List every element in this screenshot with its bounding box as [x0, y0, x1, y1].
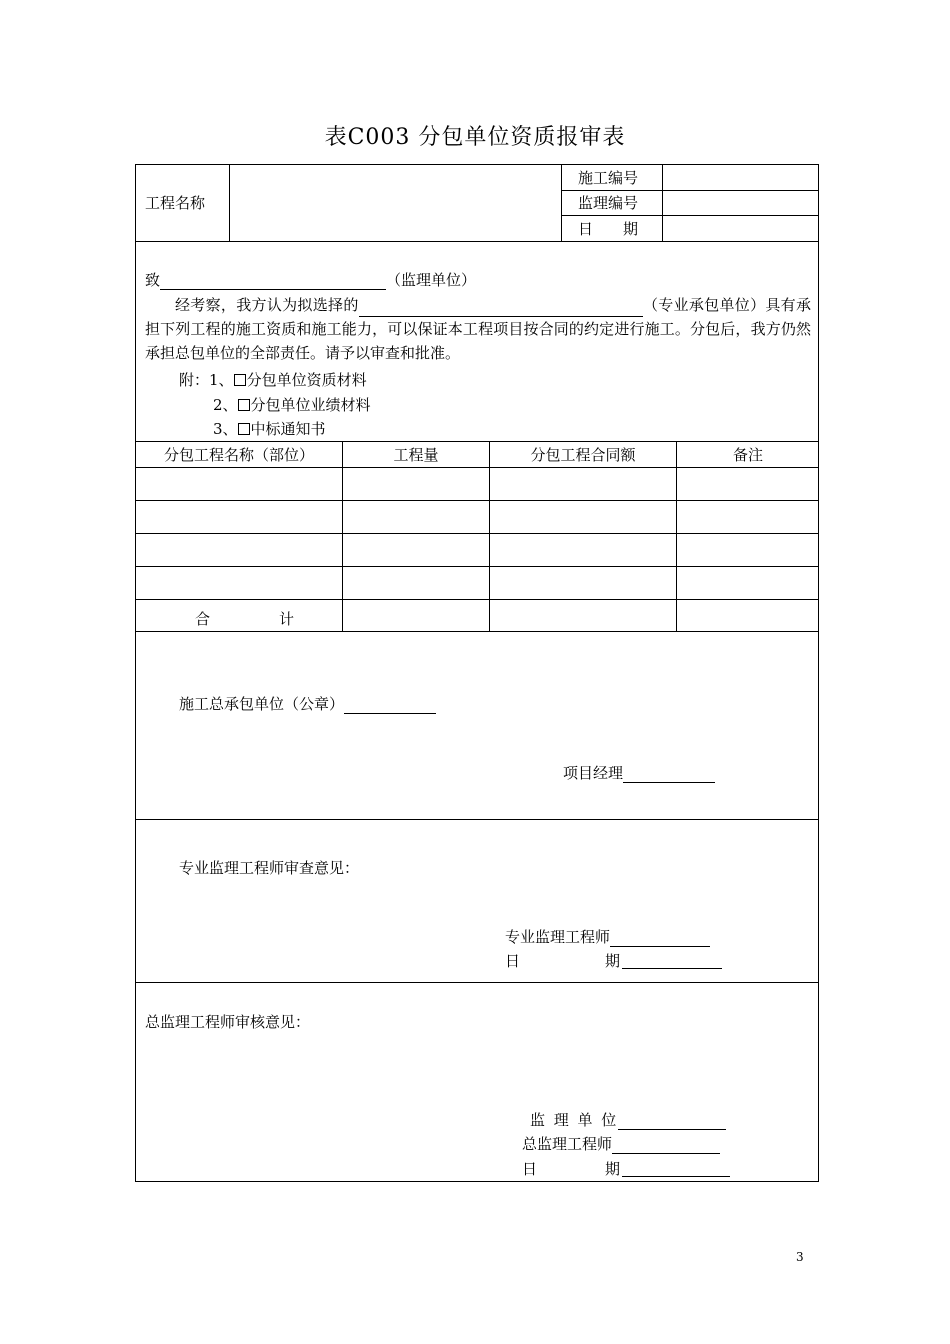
- divider: [561, 164, 562, 241]
- specialist-engineer-blank[interactable]: [610, 930, 710, 947]
- chief-opinion-label: 总监理工程师审核意见：: [145, 1013, 311, 1031]
- attachment-number: 2、: [213, 396, 238, 414]
- project-name-label: 工程名称: [145, 194, 206, 212]
- specialist-engineer: [505, 927, 710, 947]
- page-number: 3: [796, 1250, 804, 1264]
- divider: [229, 164, 230, 241]
- contractor-seal: [179, 694, 436, 714]
- attachment-1: [179, 370, 367, 390]
- page-title: 表C003 分包单位资质报审表: [324, 125, 626, 150]
- attachment-text: 中标通知书: [250, 420, 326, 438]
- chief-engineer-blank[interactable]: [612, 1137, 720, 1154]
- divider: [135, 566, 819, 567]
- supervision-unit-blank[interactable]: [160, 273, 386, 290]
- construction-no-label: 施工编号: [578, 169, 639, 187]
- statement-start: 经考察，我方认为拟选择的: [175, 296, 359, 314]
- project-manager: [563, 763, 715, 783]
- supervision-no-field[interactable]: [664, 192, 817, 214]
- chief-date-blank[interactable]: [622, 1160, 730, 1177]
- specialist-date-label-2: 期: [605, 952, 621, 970]
- chief-unit-blank[interactable]: [618, 1113, 726, 1130]
- project-name-field[interactable]: [231, 166, 559, 239]
- divider: [676, 441, 677, 631]
- attachment-number: 1、: [209, 371, 234, 389]
- divider: [135, 599, 819, 600]
- attachment-text: 分包单位业绩材料: [250, 396, 371, 414]
- divider: [342, 441, 343, 631]
- specialist-date-blank[interactable]: [622, 952, 722, 969]
- construction-no-field[interactable]: [664, 166, 817, 188]
- column-header-name: 分包工程名称（部位）: [163, 446, 314, 464]
- divider: [489, 441, 490, 631]
- checkbox[interactable]: [234, 374, 246, 386]
- specialist-opinion-label: 专业监理工程师审查意见：: [179, 859, 360, 877]
- date-field[interactable]: [664, 217, 817, 239]
- divider: [561, 190, 819, 191]
- total-label-1: 合: [195, 610, 211, 628]
- column-header-remarks: 备注: [732, 446, 763, 464]
- divider: [561, 215, 819, 216]
- column-header-amount: 分包工程合同额: [530, 446, 636, 464]
- to-prefix: 致: [145, 271, 161, 289]
- supervision-no-label: 监理编号: [578, 194, 639, 212]
- chief-engineer: [522, 1134, 720, 1154]
- chief-unit-label: 监 理 单 位: [530, 1111, 619, 1129]
- attachment-3: [213, 419, 326, 439]
- project-manager-blank[interactable]: [623, 766, 715, 783]
- project-manager-label: 项目经理: [563, 764, 624, 782]
- specialist-engineer-label: 专业监理工程师: [505, 928, 611, 946]
- chief-engineer-label: 总监理工程师: [522, 1135, 613, 1153]
- chief-date-label-2: 期: [605, 1160, 621, 1178]
- divider: [135, 441, 819, 442]
- divider: [135, 500, 819, 501]
- attach-label: 附：: [179, 371, 210, 389]
- statement-rest: （专业承包单位）具有承担下列工程的施工资质和施工能力，可以保证本工程项目按合同的约定进行施工。分包后，我方仍然承担总包单位的全部责任。请予以审查和批准。: [145, 296, 811, 362]
- divider: [135, 819, 819, 820]
- divider: [135, 467, 819, 468]
- date-label: 日 期: [578, 220, 639, 238]
- total-label-2: 计: [279, 610, 295, 628]
- checkbox[interactable]: [238, 399, 250, 411]
- subcontractor-blank[interactable]: [359, 300, 643, 317]
- column-header-quantity: 工程量: [393, 446, 439, 464]
- divider: [135, 241, 819, 242]
- chief-date-label-1: 日: [522, 1160, 538, 1178]
- to-line: [145, 270, 476, 290]
- attachment-number: 3、: [213, 420, 238, 438]
- attachment-2: [213, 395, 371, 415]
- chief-unit: [530, 1110, 726, 1130]
- divider: [135, 631, 819, 632]
- divider: [662, 164, 663, 241]
- divider: [135, 533, 819, 534]
- specialist-date-label-1: 日: [505, 952, 521, 970]
- statement-paragraph: [145, 293, 811, 365]
- contractor-seal-label: 施工总承包单位（公章）: [179, 695, 345, 713]
- contractor-seal-blank[interactable]: [344, 697, 436, 714]
- attachment-text: 分包单位资质材料: [246, 371, 367, 389]
- checkbox[interactable]: [238, 423, 250, 435]
- to-suffix: （监理单位）: [386, 271, 477, 289]
- divider: [135, 982, 819, 983]
